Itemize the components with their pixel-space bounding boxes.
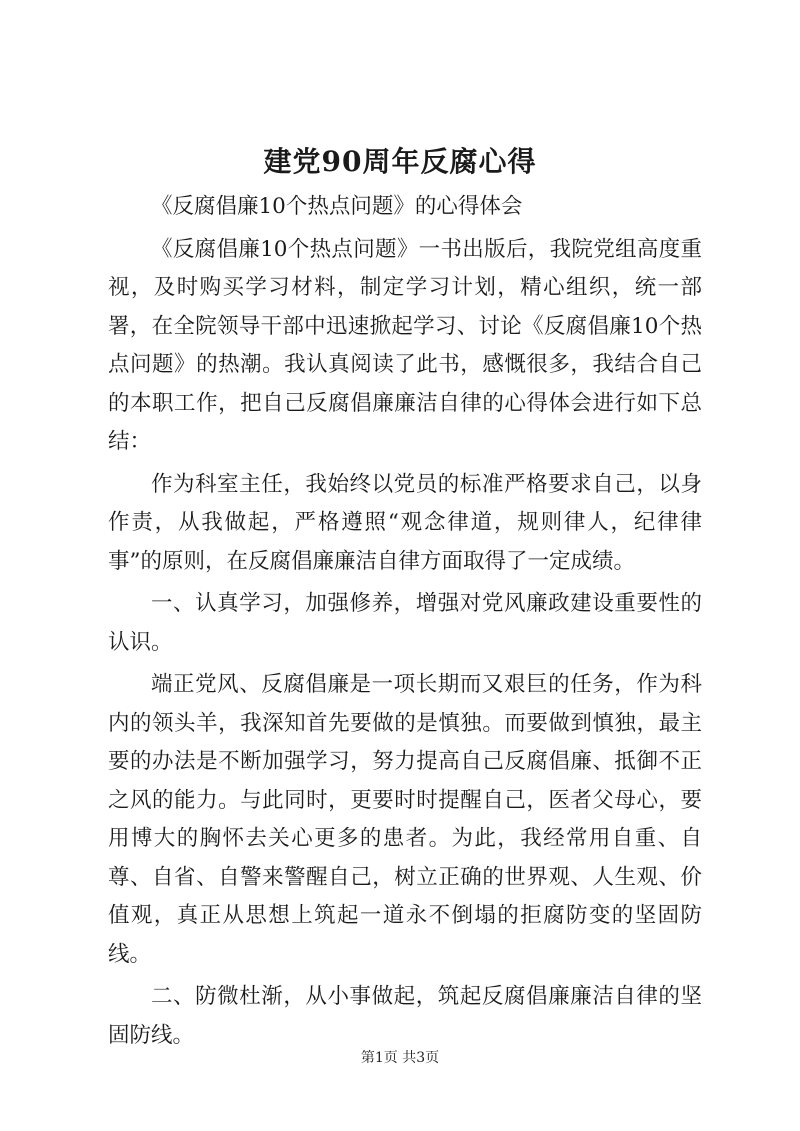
body-paragraph: 《反腐倡廉10个热点问题》一书出版后，我院党组高度重视，及时购买学习材料，制定学习计划，精心组织，统一部署，在全院领导干部中迅速掀起学习、讨论《反腐倡廉10个热点问题》的热潮。我认真阅读了此书，感慨很多，我结合自己的本职工作，把自己反腐倡廉廉洁自律的心得体会进行如下总结： <box>108 236 702 454</box>
body-paragraph: 端正党风、反腐倡廉是一项长期而又艰巨的任务，作为科内的领头羊，我深知首先要做的是慎独。而要做到慎独，最主要的办法是不断加强学习，努力提高自己反腐倡廉、抵御不正之风的能力。与此同时，更要时时提醒自己，医者父母心，要用博大的胸怀去关心更多的患者。为此，我经常用自重、自尊、自省、自警来警醒自己，树立正确的世界观、人生观、价值观，真正从思想上筑起一道永不倒塌的拒腐防变的坚固防线。 <box>108 672 702 967</box>
document-body <box>108 188 702 1059</box>
page-footer: 第1页 共3页 <box>360 1050 440 1066</box>
section-heading: 一、认真学习，加强修养，增强对党风廉政建设重要性的认识。 <box>108 591 702 655</box>
section-heading: 二、防微杜渐，从小事做起，筑起反腐倡廉廉洁自律的坚固防线。 <box>108 984 702 1048</box>
page-title: 建党90周年反腐心得 <box>263 145 537 178</box>
body-paragraph: 作为科室主任，我始终以党员的标准严格要求自己，以身作责，从我做起，严格遵照“观念律道，规则律人，纪律律事”的原则，在反腐倡廉廉洁自律方面取得了一定成绩。 <box>108 471 702 574</box>
subtitle-paragraph: 《反腐倡廉10个热点问题》的心得体会 <box>151 194 523 219</box>
